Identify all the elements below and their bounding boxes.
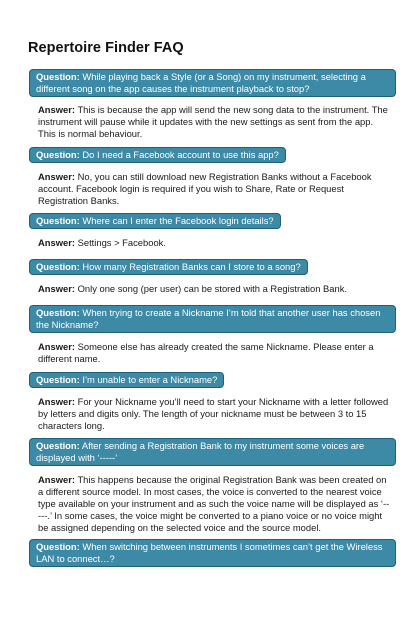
faq-question <box>29 213 281 229</box>
faq-question <box>29 372 224 388</box>
answer-label: Answer: <box>38 171 75 182</box>
question-label: Question: <box>36 374 80 385</box>
faq-question <box>29 259 308 275</box>
faq-question <box>29 69 396 97</box>
faq-question <box>29 539 396 567</box>
answer-text: For your Nickname you’ll need to start your Nickname with a letter followed by letters and digits only. The length of your nickname must be between 3 to 15 characters long. <box>38 396 389 431</box>
page-title: Repertoire Finder FAQ <box>28 40 184 56</box>
question-text: When switching between instruments I sometimes can’t get the Wireless LAN to connect…? <box>36 541 383 564</box>
answer-label: Answer: <box>38 237 75 248</box>
question-label: Question: <box>36 440 80 451</box>
question-text: I’m unable to enter a Nickname? <box>82 374 218 385</box>
answer-text: No, you can still download new Registration Banks without a Facebook account. Facebook login is required if you wish to Share, Rate or Request Registration Banks. <box>38 171 372 206</box>
answer-text: Settings > Facebook. <box>77 237 166 248</box>
question-text: Do I need a Facebook account to use this app? <box>82 149 279 160</box>
answer-text: This happens because the original Registration Bank was been created on a different source model. In most cases, the voice is converted to the nearest voice type available on your instrument and as such the voice name will be displayed as ‘-----.’ In some cases, the voice might be converted to a piano voice or no voice might be assigned depending on the selected voice and the source model. <box>38 474 390 533</box>
faq-answer <box>38 283 392 295</box>
question-label: Question: <box>36 307 80 318</box>
answer-label: Answer: <box>38 104 75 115</box>
question-text: After sending a Registration Bank to my instrument some voices are displayed with ‘-----’ <box>36 440 365 463</box>
question-label: Question: <box>36 541 80 552</box>
faq-answer <box>38 474 392 534</box>
faq-question <box>29 438 396 466</box>
question-label: Question: <box>36 261 80 272</box>
question-text: When trying to create a Nickname I’m told that another user has chosen the Nickname? <box>36 307 381 330</box>
faq-answer <box>38 341 392 365</box>
answer-label: Answer: <box>38 396 75 407</box>
answer-text: Someone else has already created the same Nickname. Please enter a different name. <box>38 341 374 364</box>
question-text: Where can I enter the Facebook login details? <box>82 215 274 226</box>
answer-label: Answer: <box>38 474 75 485</box>
question-text: How many Registration Banks can I store to a song? <box>82 261 301 272</box>
question-text: While playing back a Style (or a Song) on my instrument, selecting a different song on the app causes the instrument playback to stop? <box>36 71 366 94</box>
faq-answer <box>38 104 392 140</box>
faq-answer <box>38 171 392 207</box>
answer-label: Answer: <box>38 283 75 294</box>
answer-label: Answer: <box>38 341 75 352</box>
question-label: Question: <box>36 215 80 226</box>
question-label: Question: <box>36 149 80 160</box>
answer-text: This is because the app will send the new song data to the instrument. The instrument will pause while it updates with the new settings as sent from the app. This is normal behaviour. <box>38 104 388 139</box>
faq-question <box>29 147 286 163</box>
faq-answer <box>38 237 392 249</box>
faq-question <box>29 305 396 333</box>
faq-answer <box>38 396 392 432</box>
question-label: Question: <box>36 71 80 82</box>
answer-text: Only one song (per user) can be stored with a Registration Bank. <box>77 283 348 294</box>
